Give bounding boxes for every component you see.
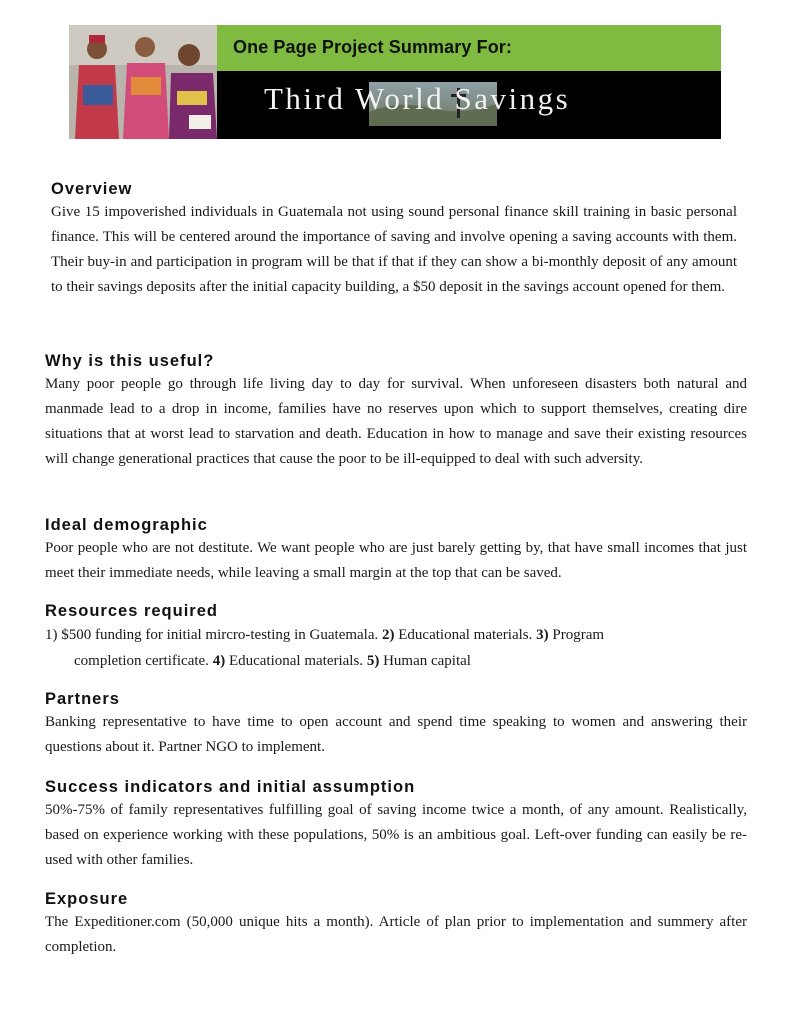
resource-num-3: 3) xyxy=(536,627,549,643)
exposure-body: The Expeditioner.com (50,000 unique hits a month). Article of plan prior to implementation and summery after completion. xyxy=(45,914,747,955)
partners-heading: Partners xyxy=(45,690,120,708)
resource-num-2: 2) xyxy=(382,627,395,643)
overview-heading: Overview xyxy=(51,180,133,198)
resource-item-3-rest: completion certificate. xyxy=(74,653,209,669)
resource-item-5: Human capital xyxy=(383,653,471,669)
section-success xyxy=(45,776,747,873)
section-partners xyxy=(45,688,747,760)
why-useful-body: Many poor people go through life living day to day for survival. When unforeseen disasters both natural and manmade lead to a drop in income, families have no reserves upon which to support themselves, creating dire situations that at worst lead to starvation and death. Education in how to manage and save their existing resources will change generational practices that cause the poor to be ill-equipped to deal with such adversity. xyxy=(45,376,747,467)
header-banner xyxy=(69,25,721,139)
demographic-body: Poor people who are not destitute. We want people who are just barely getting by, that have small incomes that just meet their immediate needs, while leaving a small margin at the top that can be saved. xyxy=(45,540,747,581)
success-heading: Success indicators and initial assumption xyxy=(45,778,416,796)
resource-num-4: 4) xyxy=(212,653,226,669)
why-useful-heading: Why is this useful? xyxy=(45,352,215,370)
resource-item-1: $500 funding for initial mircro-testing in Guatemala. xyxy=(61,627,379,643)
section-exposure xyxy=(45,888,747,960)
section-why-useful xyxy=(45,350,747,472)
header-kicker: One Page Project Summary For: xyxy=(233,37,512,57)
resource-item-2: Educational materials. xyxy=(398,627,533,643)
section-overview xyxy=(51,178,737,300)
success-body: 50%-75% of family representatives fulfilling goal of saving income twice a month, of any amount. Realistically, based on experience working with these populations, 50% is an ambitious goal. Left-over funding can easily be re-used with other families. xyxy=(45,802,747,868)
resource-item-4: Educational materials. xyxy=(228,653,364,669)
project-title: Third World Savings xyxy=(264,81,571,116)
resource-line-2 xyxy=(45,648,747,674)
partners-body: Banking representative to have time to open account and spend time speaking to women and answering their questions about it. Partner NGO to implement. xyxy=(45,714,747,755)
header-photo xyxy=(69,25,217,139)
resources-list xyxy=(45,622,747,674)
overview-body: Give 15 impoverished individuals in Guatemala not using sound personal finance skill training in basic personal finance. This will be centered around the importance of saving and involve opening a saving accounts with them. Their buy-in and participation in program will be that if that if they can show a bi-monthly deposit of any amount to their savings deposits after the initial capacity building, a $50 deposit in the savings account opened for them. xyxy=(51,204,737,295)
section-demographic xyxy=(45,514,747,586)
demographic-heading: Ideal demographic xyxy=(45,516,208,534)
resource-num-1: 1) xyxy=(45,627,58,643)
resource-item-3-line: Program xyxy=(552,627,605,643)
resource-num-5: 5) xyxy=(366,653,380,669)
resources-heading: Resources required xyxy=(45,602,218,620)
exposure-heading: Exposure xyxy=(45,890,129,908)
section-resources xyxy=(45,600,747,674)
